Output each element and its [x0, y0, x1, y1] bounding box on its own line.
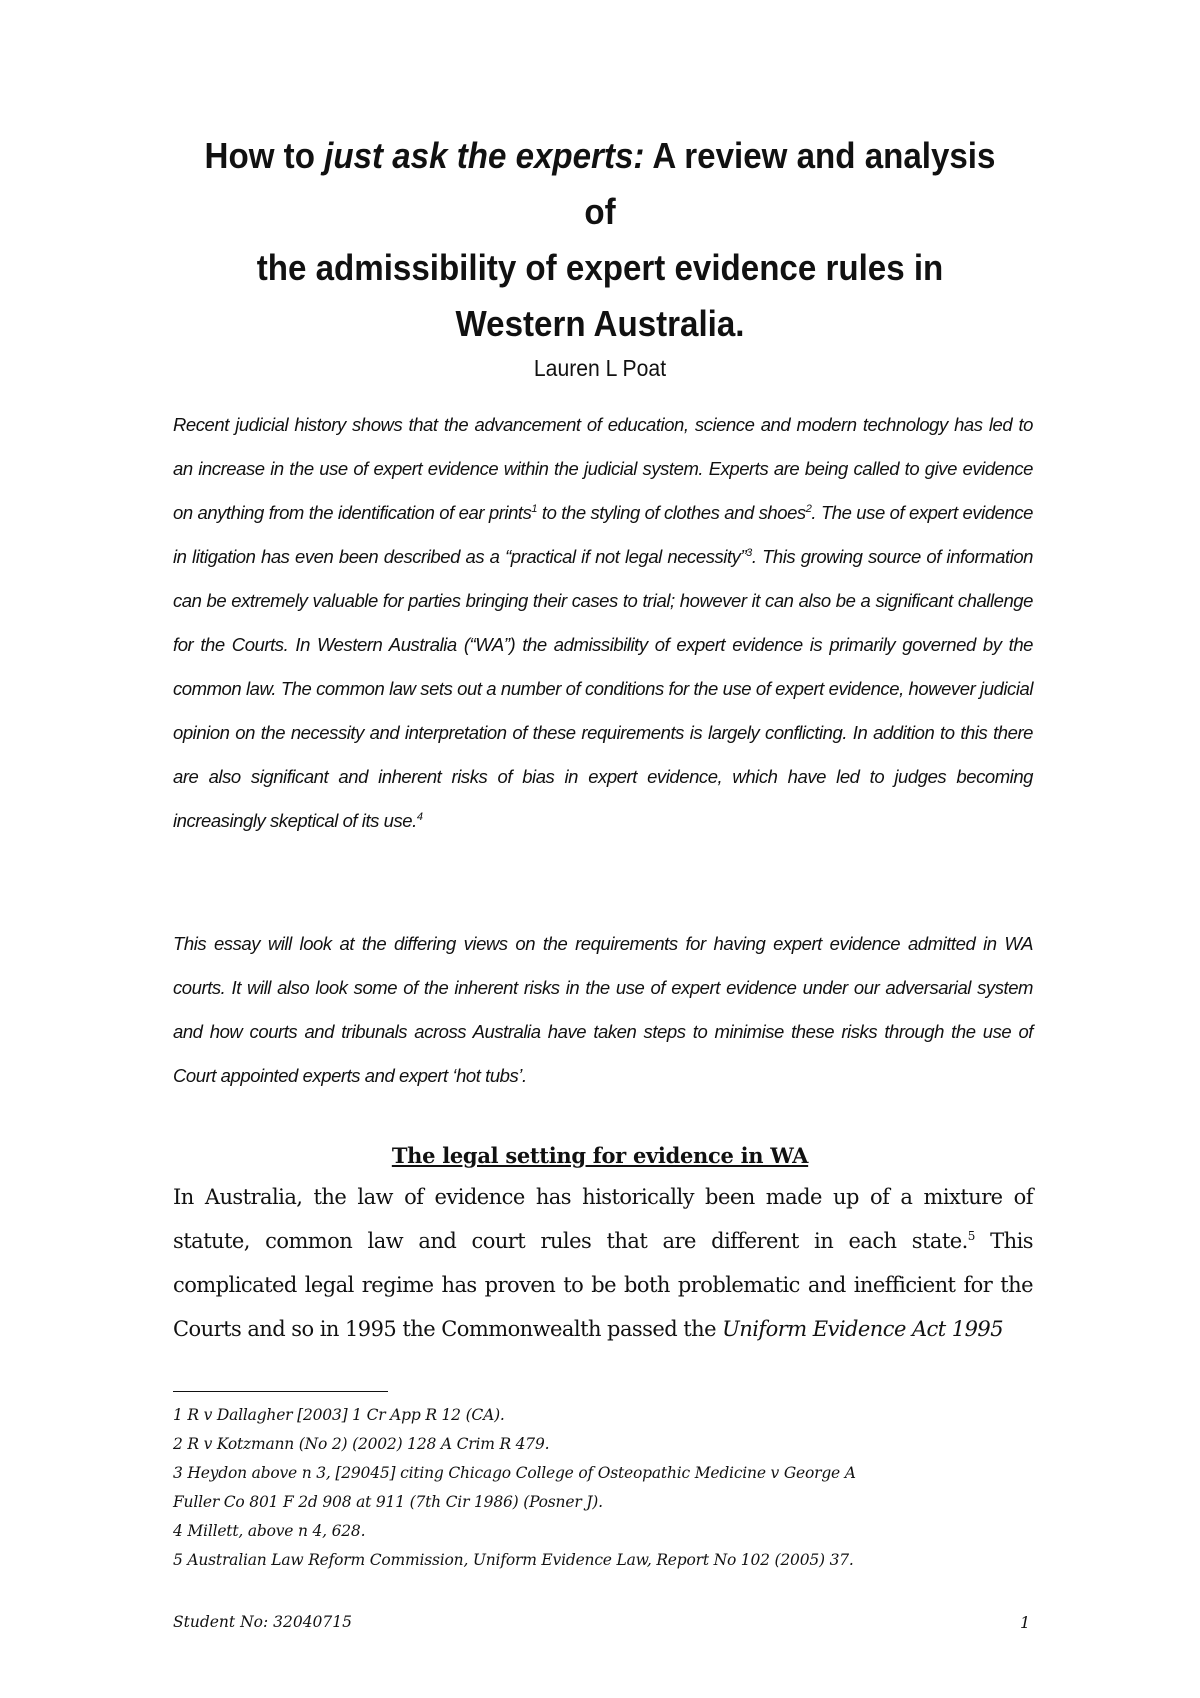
- footer-student-number: Student No: 32040715: [173, 1613, 352, 1631]
- abstract-paragraph-1: Recent judicial history shows that the advancement of education, science and modern technology has led to an increase in the use of expert evidence within the judicial system. Experts are being called to give evidence on anything from the identification of ear prints$^1$ to the styling of clothes and shoes$^2$. The use of expert evidence in litigation has even been described as a “practical if not legal necessity”$^3$. This growing source of information can be extremely valuable for parties bringing their cases to trial; however it can also be a significant challenge for the Courts. In Western Australia (“WA”) the admissibility of expert evidence is primarily governed by the common law. The common law sets out a number of conditions for the use of expert evidence, however judicial opinion on the necessity and interpretation of these requirements is largely conflicting. In addition to this there are also significant and inherent risks of bias in expert evidence, which have led to judges becoming increasingly skeptical of its use.$^4$: [173, 414, 1033, 831]
- footnote-divider: [173, 1391, 388, 1392]
- title-line-1: How to just ask the experts: A review and analysis of: [204, 135, 996, 232]
- section-heading: The legal setting for evidence in WA: [391, 1143, 809, 1168]
- footnote-ref-4[interactable]: 4: [416, 810, 423, 823]
- body-paragraph: In Australia, the law of evidence has historically been made up of a mixture of statute, common law and court rules that are different in each state.$^5$ This complicated legal regime has proven to be both problematic and inefficient for the Courts and so in 1995 the Commonwealth passed the Uniform Evidence Act 1995: [173, 1185, 1034, 1341]
- footnotes-list: [173, 1401, 1053, 1575]
- footer-page-number: 1: [1020, 1613, 1031, 1632]
- footnote-item: 3 Heydon above n 3, [29045] citing Chicago College of Osteopathic Medicine v George A: [173, 1464, 856, 1482]
- footnote-ref-1[interactable]: 1: [531, 502, 538, 515]
- footnote-ref-5[interactable]: 5: [967, 1229, 975, 1243]
- footnote-item: Fuller Co 801 F 2d 908 at 911 (7th Cir 1986) (Posner J).: [173, 1493, 603, 1511]
- document-title: [186, 128, 1014, 352]
- abstract-paragraph-2: This essay will look at the differing views on the requirements for having expert evidence admitted in WA courts. It will also look some of the inherent risks in the use of expert evidence under our adversarial system and how courts and tribunals across Australia have taken steps to minimise these risks through the use of Court appointed experts and expert ‘hot tubs’.: [173, 933, 1033, 1086]
- footnote-item: 5 Australian Law Reform Commission, Uniform Evidence Law, Report No 102 (2005) 37.: [173, 1551, 854, 1569]
- act-name: Uniform Evidence Act 1995: [722, 1317, 1004, 1341]
- footnote-item: 4 Millett, above n 4, 628.: [173, 1522, 366, 1540]
- footnote-item: 2 R v Kotzmann (No 2) (2002) 128 A Crim R 479.: [173, 1435, 550, 1453]
- author-name: Lauren L Poat: [533, 355, 667, 381]
- footnote-item: 1 R v Dallagher [2003] 1 Cr App R 12 (CA).: [173, 1406, 505, 1424]
- footnote-ref-3[interactable]: 3: [746, 546, 752, 559]
- footnote-ref-2[interactable]: 2: [805, 502, 812, 515]
- title-line-3: Western Australia.: [455, 303, 745, 344]
- title-line-2: the admissibility of expert evidence rules in: [256, 247, 944, 288]
- title-emphasis: just ask the experts:: [324, 135, 645, 176]
